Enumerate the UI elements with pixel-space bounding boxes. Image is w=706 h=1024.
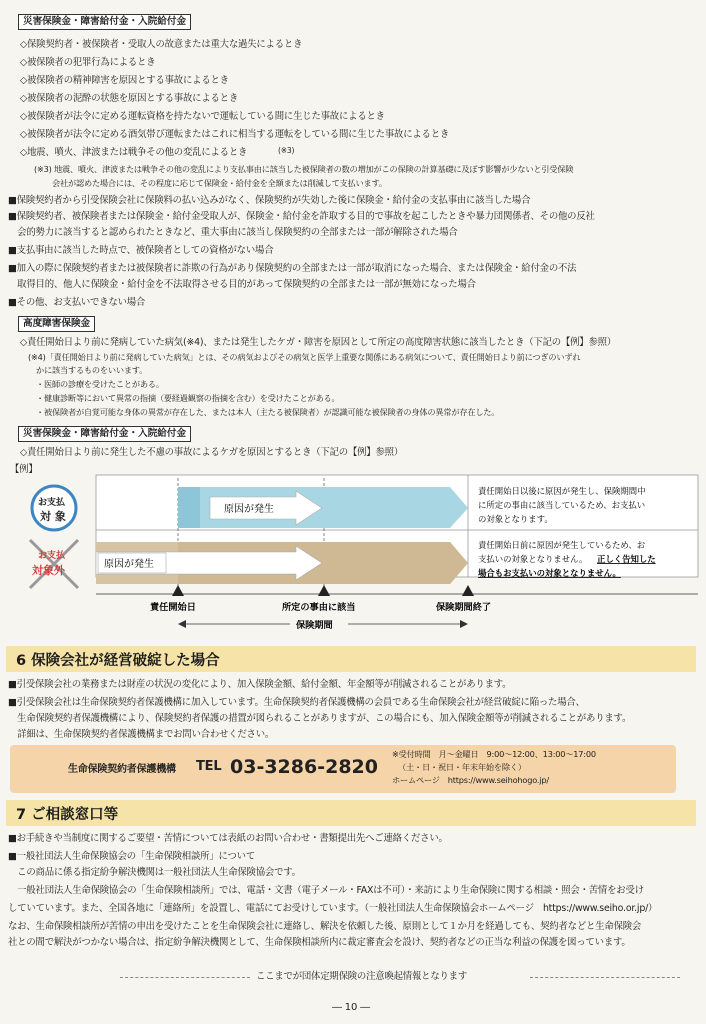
not-covered-badge (30, 540, 78, 588)
page-number: ― 10 ― (332, 1002, 370, 1013)
box1-item: ◇保険契約者・被保険者・受取人の故意または重大な過失によるとき (20, 39, 303, 50)
box1-item: ◇被保険者の泥酔の状態を原因とする事故によるとき (20, 93, 239, 104)
box3-title: 災害保険金・障害給付金・入院給付金 (18, 426, 191, 442)
desc1-line: の対象となります。 (478, 514, 553, 524)
box2-item: ◇責任開始日より前に発病していた病気(※4)、または発生したケガ・障害を原因として所定の高度障害状態に該当したとき（下記の【例】参照） (20, 337, 617, 348)
desc2-line: 支払いの対象となりません。 (478, 554, 588, 564)
coverage-diagram (0, 470, 706, 640)
covered-label-1: お支払 (38, 498, 66, 508)
not-covered-label-1: お支払 (38, 551, 66, 561)
note4-sub: ・健康診断等において異常の指摘（要経過観察の指摘を含む）を受けたことがある。 (36, 393, 340, 403)
covered-label-2: 対 象 (40, 510, 66, 523)
note4-sub: ・被保険者が自覚可能な身体の異常が存在した、または本人（主たる被保険者）が認識可能な被保険者の身体の異常が存在した。 (36, 407, 500, 417)
box1-item: ◇被保険者の精神障害を原因とする事故によるとき (20, 75, 229, 86)
cause-label-bottom: 原因が発生 (104, 559, 154, 570)
section7-header (6, 800, 696, 826)
box1-title: 災害保険金・障害給付金・入院給付金 (18, 14, 191, 30)
note4-sub: ・医師の診療を受けたことがある。 (36, 379, 164, 389)
note3-line: (※3) 地震、噴火、津波または戦争その他の変乱により支払事由に該当した被保険者の数の増加がこの保険の計算基礎に及ぼす影響が少ないと引受保険 (34, 164, 574, 174)
contact-tel-prefix: TEL (196, 759, 222, 774)
main-bullet: ■加入の際に保険契約者または被保険者に詐欺の行為があり保険契約の全部または一部が取消になった場合、または保険金・給付金の不法 (8, 263, 577, 274)
note3-mark: (※3) (278, 146, 295, 155)
contact-box (10, 745, 676, 793)
section7-line: ■お手続きや当制度に関するご要望・苦情については表紙のお問い合わせ・書類提出先へご連絡ください。 (8, 833, 448, 844)
contact-tel: 03-3286-2820 (230, 756, 378, 778)
main-bullet: ■支払事由に該当した時点で、被保険者としての資格がない場合 (8, 245, 274, 256)
box1-item: ◇被保険者が法令に定める酒気帯び運転またはこれに相当する運転をしている間に生じた事故によるとき (20, 129, 450, 140)
section7-title: 7 ご相談窓口等 (16, 807, 119, 823)
note3-line: 会社が認めた場合には、その程度に応じて保険金・給付金を全額または削減して支払います。 (52, 178, 387, 188)
axis-end-label: 保険期間終了 (436, 602, 492, 613)
section7-line: 一般社団法人生命保険協会の「生命保険相談所」では、電話・文書（電子メール・FAXは不可）・来訪により生命保険に関する相談・照会・苦情をお受け (8, 885, 644, 896)
axis-start-label: 責任開始日 (150, 602, 196, 613)
section6-line: ■引受保険会社は生命保険契約者保護機構に加入しています。生命保険契約者保護機構の会員である生命保険会社が経営破綻に陥った場合、 (8, 697, 585, 708)
section6-title: 6 保険会社が経営破綻した場合 (16, 653, 220, 669)
box1-item: ◇被保険者が法令に定める運転資格を持たないで運転している間に生じた事故によるとき (20, 111, 385, 122)
section7-line: 社との間で解決がつかない場合は、指定紛争解決機関として、生命保険相談所内に裁定審査会を設け、契約者などの正当な利益の保護を図っています。 (8, 937, 631, 948)
box1-item: ◇地震、噴火、津波または戦争その他の変乱によるとき (20, 147, 248, 158)
section6-line: 詳細は、生命保険契約者保護機構までお問い合わせください。 (8, 729, 275, 740)
section6-line: ■引受保険会社の業務または財産の状況の変化により、加入保険金額、給付金額、年金額等が削減されることがあります。 (8, 679, 512, 690)
main-bullet: 取得目的、他人に保険金・給付金を不法取得させる目的があって保険契約の全部または一部が無効になった場合 (8, 279, 476, 290)
desc2-line: 場合もお支払いの対象となりません。 (478, 568, 621, 578)
desc2-line: 責任開始日前に原因が発生しているため、お (478, 540, 646, 550)
box3-item: ◇責任開始日より前に発生した不慮の事故によるケガを原因とするとき（下記の【例】参照） (20, 447, 404, 458)
section7-line: なお、生命保険相談所が苦情の申出を受けたことを生命保険会社に連絡し、解決を依頼した後、原則として１か月を経過しても、契約者などと生命保険会 (8, 921, 642, 932)
main-bullet: ■保険契約者から引受保険会社に保険料の払い込みがなく、保険契約が失効した後に保険金・給付金の支払事由に該当した場合 (8, 195, 531, 206)
note4-line: (※4)「責任開始日より前に発病していた病気」とは、その病気およびその病気と医学上重要な関係にある病気について、責任開始日より前につぎのいずれ (28, 352, 581, 362)
contact-homepage[interactable]: ホームページ https://www.seihohogo.jp/ (392, 775, 549, 785)
section7-line: この商品に係る指定紛争解決機関は一般社団法人生命保険協会です。 (8, 867, 301, 878)
desc1-line: に所定の事由に該当しているため、お支払い (478, 500, 646, 510)
section6-line: 生命保険契約者保護機構により、保険契約者保護の措置が図られることがありますが、この場合にも、加入保険金額等が削減されることがあります。 (8, 713, 632, 724)
main-bullet: 会的勢力に該当すると認められたときなど、重大事由に該当し保険契約の全部または一部が解除された場合 (8, 227, 458, 238)
box1-item: ◇被保険者の犯罪行為によるとき (20, 57, 156, 68)
not-covered-label-2: 対象外 (32, 564, 65, 577)
note4-line: かに該当するものをいいます。 (36, 365, 148, 375)
footer-note: ここまでが団体定期保険の注意喚起情報となります (256, 971, 468, 982)
desc2-underline: 正しく告知した (597, 554, 656, 564)
contact-holidays: （土・日・祝日・年末年始を除く） (398, 762, 526, 772)
desc1-line: 責任開始日以後に原因が発生し、保険期間中 (478, 486, 646, 496)
contact-org: 生命保険契約者保護機構 (68, 764, 176, 775)
box2-title: 高度障害保険金 (18, 316, 95, 332)
axis-period-label: 保険期間 (296, 620, 333, 631)
section7-line: していています。また、全国各地に「連絡所」を設置し、電話にてお受けしています。（一般社団法人生命保険協会ホームページ https://www.seiho.or.jp/） (8, 903, 658, 914)
main-bullet: ■その他、お支払いできない場合 (8, 297, 146, 308)
axis-mid-label: 所定の事由に該当 (282, 602, 356, 613)
cause-label-top: 原因が発生 (224, 504, 274, 515)
footer-divider-left (120, 977, 250, 978)
section7-line: ■一般社団法人生命保険協会の「生命保険相談所」について (8, 851, 256, 862)
footer-divider-right (530, 977, 680, 978)
example-label: 【例】 (10, 464, 38, 475)
main-bullet: ■保険契約者、被保険者または保険金・給付金受取人が、保険金・給付金を詐取する目的で事故を起こしたときや暴力団関係者、その他の反社 (8, 211, 595, 222)
section6-header (6, 646, 696, 672)
contact-hours: ※受付時間 月～金曜日 9:00～12:00、13:00～17:00 (392, 749, 596, 759)
